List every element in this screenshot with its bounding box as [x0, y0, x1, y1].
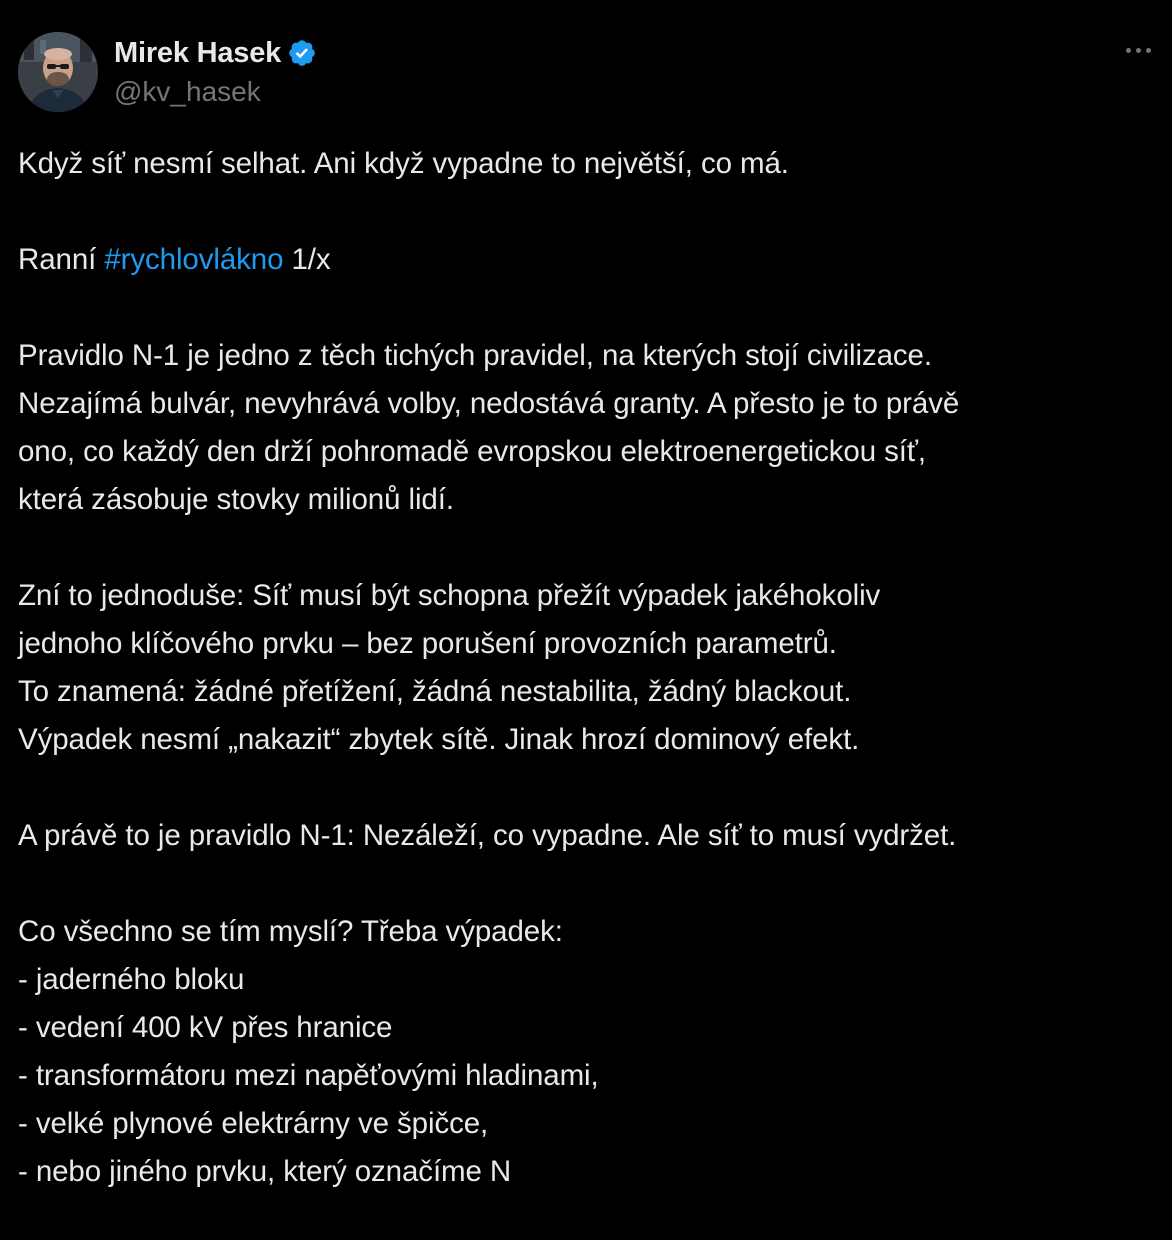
- more-options-icon[interactable]: [1118, 38, 1158, 62]
- paragraph-3-line: Pravidlo N-1 je jedno z těch tichých pravidel, na kterých stojí civilizace.: [18, 339, 932, 372]
- tweet-header: [18, 32, 1158, 112]
- author-handle[interactable]: @kv_hasek: [114, 76, 261, 107]
- paragraph-2-prefix: Ranní: [18, 243, 105, 276]
- paragraph-4-line: Výpadek nesmí „nakazit“ zbytek sítě. Jinak hrozí dominový efekt.: [18, 723, 860, 756]
- list-item: - vedení 400 kV přes hranice: [18, 1011, 393, 1044]
- paragraph-4-line: To znamená: žádné přetížení, žádná nestabilita, žádný blackout.: [18, 675, 852, 708]
- paragraph-2: [18, 236, 1158, 284]
- list-item: - velké plynové elektrárny ve špičce,: [18, 1107, 489, 1140]
- paragraph-3-line: Nezajímá bulvár, nevyhrává volby, nedostává granty. A přesto je to právě: [18, 387, 960, 420]
- avatar[interactable]: [18, 32, 98, 112]
- paragraph-3-line: která zásobuje stovky milionů lidí.: [18, 483, 454, 516]
- paragraph-6-line: Co všechno se tím myslí? Třeba výpadek:: [18, 915, 563, 948]
- tweet-text: [18, 140, 1158, 1196]
- display-name[interactable]: Mirek Hasek: [114, 36, 282, 69]
- list-item: - transformátoru mezi napěťovými hladinami,: [18, 1059, 599, 1092]
- display-name-row: [114, 34, 317, 72]
- verified-badge-icon[interactable]: [287, 38, 317, 68]
- paragraph-4-line: jednoho klíčového prvku – bez porušení provozních parametrů.: [18, 627, 837, 660]
- paragraph-4-line: Zní to jednoduše: Síť musí být schopna přežít výpadek jakéhokoliv: [18, 579, 881, 612]
- paragraph-1: Když síť nesmí selhat. Ani když vypadne to největší, co má.: [18, 147, 789, 180]
- paragraph-3-line: ono, co každý den drží pohromadě evropskou elektroenergetickou síť,: [18, 435, 926, 468]
- paragraph-5: A právě to je pravidlo N-1: Nezáleží, co vypadne. Ale síť to musí vydržet.: [18, 819, 957, 852]
- avatar-photo: [18, 32, 98, 112]
- hashtag-link[interactable]: #rychlovlákno: [104, 243, 284, 276]
- author-names: [114, 34, 317, 108]
- list-item: - nebo jiného prvku, který označíme N: [18, 1155, 512, 1188]
- paragraph-2-suffix: 1/x: [283, 243, 331, 276]
- list-item: - jaderného bloku: [18, 963, 245, 996]
